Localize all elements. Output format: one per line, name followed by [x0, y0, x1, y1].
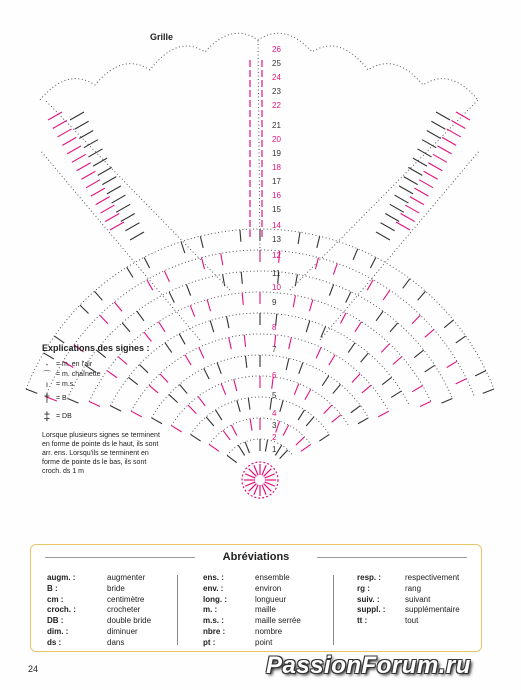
treble-stitch — [265, 440, 267, 452]
abbr-value: supplémentaire — [405, 605, 460, 615]
row-number: 16 — [272, 191, 281, 200]
row-number: 17 — [272, 177, 281, 186]
treble-stitch — [418, 149, 432, 157]
treble-stitch — [428, 163, 442, 171]
abbr-key: long. : — [203, 594, 227, 604]
treble-stitch — [234, 379, 237, 391]
row-number: 22 — [272, 101, 281, 110]
treble-stitch — [229, 337, 232, 349]
treble-stitch — [81, 171, 95, 179]
treble-stitch — [329, 355, 335, 365]
abbr-row — [203, 573, 301, 584]
treble-stitch — [48, 112, 62, 120]
abbr-row — [47, 638, 151, 649]
abbr-row — [203, 605, 301, 616]
abbr-column-1 — [47, 573, 151, 649]
treble-stitch — [88, 149, 102, 157]
abbr-value: bride — [107, 583, 125, 593]
treble-stitch — [58, 129, 72, 137]
treble-stitch — [419, 180, 433, 188]
diagram-title: Grille — [150, 32, 174, 42]
treble-stitch — [286, 358, 289, 370]
treble-stitch — [358, 418, 368, 424]
abbr-value: dans — [107, 637, 125, 647]
treble-stitch — [70, 112, 84, 120]
abbr-key: DB : — [47, 616, 64, 626]
treble-stitch — [376, 311, 383, 321]
treble-stitch — [227, 316, 229, 328]
treble-stitch — [447, 129, 461, 137]
treble-stitch — [317, 236, 320, 248]
treble-stitch — [248, 398, 250, 410]
treble-stitch — [418, 291, 426, 300]
abbr-value: double bride — [107, 616, 152, 626]
row-number: 3 — [272, 421, 277, 430]
abbr-value: maille serrée — [255, 616, 301, 626]
abbr-value: tout — [405, 616, 419, 626]
treble-stitch — [370, 257, 376, 268]
treble-stitch — [456, 336, 466, 343]
treble-stitch — [378, 411, 389, 417]
treble-stitch — [333, 384, 341, 393]
treble-stitch — [206, 417, 214, 426]
treble-stitch — [147, 280, 153, 290]
treble-stitch — [280, 400, 283, 412]
treble-stitch — [289, 337, 292, 349]
treble-stitch — [169, 292, 174, 303]
treble-stitch — [405, 205, 419, 213]
treble-stitch — [144, 332, 151, 341]
abbr-row — [47, 616, 151, 627]
treble-stitch — [100, 205, 114, 213]
treble-stitch — [381, 344, 389, 353]
abbr-key: dim. : — [47, 626, 69, 636]
treble-stitch — [383, 290, 390, 300]
row-number: 2 — [272, 433, 277, 442]
abbr-row — [357, 616, 460, 627]
treble-stitch — [447, 361, 457, 367]
treble-stitch — [315, 258, 318, 270]
chain-loop-icon: ⌒ — [43, 369, 51, 379]
treble-stitch — [137, 311, 144, 321]
treble-stitch — [72, 154, 86, 162]
treble-stitch — [329, 284, 333, 295]
treble-stitch — [431, 121, 445, 129]
treble-stitch — [401, 214, 415, 222]
treble-stitch — [420, 401, 431, 406]
treble-stitch — [414, 350, 423, 357]
symbol-legend — [42, 344, 162, 476]
abbr-value: suivant — [405, 594, 431, 604]
treble-stitch — [181, 242, 185, 253]
treble-stitch — [410, 197, 424, 205]
treble-stitch — [199, 347, 204, 358]
treble-stitch — [362, 385, 371, 393]
row-number: 9 — [272, 298, 277, 307]
treble-stitch — [382, 377, 391, 384]
abbr-key: rg : — [357, 583, 370, 593]
watermark-text: PassionForum.ru — [266, 652, 471, 679]
treble-stitch — [324, 405, 332, 414]
single-crochet-icon: ı — [45, 379, 49, 389]
outer-edge — [40, 33, 478, 100]
legend-text: = DB — [56, 412, 72, 420]
treble-stitch — [346, 292, 351, 303]
treble-stitch — [296, 437, 305, 445]
treble-stitch — [26, 389, 37, 393]
abbr-value: rang — [405, 583, 422, 593]
abbr-value: respectivement — [405, 573, 460, 582]
treble-stitch — [456, 112, 470, 120]
treble-stitch — [159, 322, 165, 332]
treble-stitch — [283, 425, 289, 436]
treble-stitch — [112, 195, 126, 203]
abbr-key: m. : — [203, 605, 218, 615]
treble-stitch — [91, 188, 105, 196]
abbr-row — [203, 627, 301, 638]
treble-stitch — [412, 386, 422, 392]
treble-stitch — [102, 177, 116, 185]
treble-stitch — [105, 214, 119, 222]
abbr-column-2 — [203, 573, 301, 649]
treble-stitch — [321, 326, 326, 337]
abbr-key: suiv. : — [357, 594, 380, 604]
treble-stitch — [116, 204, 130, 212]
treble-stitch — [200, 236, 203, 248]
treble-stitch — [210, 321, 214, 332]
abbr-value: centimètre — [107, 594, 145, 604]
abbr-row — [357, 584, 460, 595]
treble-stitch — [202, 258, 205, 270]
row-number: 4 — [272, 409, 277, 418]
treble-stitch — [348, 343, 355, 353]
treble-stitch — [237, 400, 240, 412]
treble-stitch — [442, 137, 456, 145]
row-number: 24 — [272, 73, 281, 82]
treble-stitch — [306, 417, 314, 426]
treble-stitch — [217, 363, 221, 374]
legend-row-chain — [42, 359, 162, 369]
treble-stitch — [390, 323, 398, 332]
chain-row — [131, 334, 389, 411]
treble-stitch — [424, 171, 438, 179]
abbr-row — [357, 595, 460, 606]
legend-text: = B — [56, 394, 67, 402]
treble-stitch — [121, 214, 135, 222]
treble-stitch — [433, 154, 447, 162]
treble-stitch — [169, 394, 178, 402]
treble-stitch — [361, 353, 369, 362]
treble-stitch — [340, 313, 345, 324]
row-number: 1 — [272, 445, 277, 454]
treble-stitch — [322, 376, 329, 386]
treble-stitch — [298, 410, 304, 420]
treble-stitch — [79, 130, 93, 138]
legend-row-single-crochet — [42, 379, 162, 389]
abbr-key: pt : — [203, 637, 216, 647]
abbr-key: augm. : — [47, 573, 76, 582]
treble-stitch — [422, 140, 436, 148]
legend-text: = m.s. — [56, 380, 76, 388]
treble-stitch — [164, 271, 169, 282]
row-number: 7 — [272, 345, 277, 354]
treble-stitch — [165, 343, 172, 353]
treble-stitch — [241, 272, 242, 284]
abbr-key: resp. : — [357, 573, 382, 582]
treble-stitch — [298, 232, 300, 244]
treble-stitch — [475, 371, 486, 376]
treble-stitch — [385, 214, 399, 222]
treble-stitch — [80, 305, 89, 313]
treble-stitch — [186, 284, 190, 295]
abbr-key: env. : — [203, 583, 224, 593]
abbr-value: point — [255, 637, 273, 647]
treble-stitch — [441, 398, 452, 403]
treble-stitch — [305, 389, 311, 399]
abbreviations-title: Abréviations — [222, 551, 290, 563]
abbr-key: tt : — [357, 616, 368, 626]
treble-stitch — [353, 249, 358, 260]
treble-stitch — [240, 230, 241, 242]
treble-stitch — [404, 177, 418, 185]
abbr-row — [203, 595, 301, 606]
treble-stitch — [125, 223, 139, 231]
legend-note: Lorsque plusieurs signes se terminent en forme de pointe ds le haut, ils sont arr. ens. Lorsqu'ils se terminent en forme de pointe ds le bas, ils sont croch. ds 1 m — [42, 432, 160, 475]
treble-stitch — [414, 188, 428, 196]
abbr-row — [47, 627, 151, 638]
abbr-value: longueur — [255, 594, 287, 604]
abbr-row — [47, 595, 151, 606]
row-number: 15 — [272, 205, 281, 214]
treble-stitch — [77, 163, 91, 171]
treble-stitch — [107, 186, 121, 194]
treble-stitch — [394, 195, 408, 203]
treble-stitch — [221, 384, 225, 395]
row-number: 10 — [272, 283, 281, 292]
treble-stitch — [242, 293, 243, 305]
treble-stitch — [351, 406, 361, 413]
row-number: 25 — [272, 59, 281, 68]
abbr-key: B : — [47, 583, 58, 593]
treble-stitch — [403, 279, 410, 289]
treble-stitch — [96, 197, 110, 205]
row-number: 8 — [272, 323, 277, 332]
legend-row-chain-loop — [42, 369, 162, 379]
divider — [333, 575, 334, 645]
abbr-value: ensemble — [255, 573, 290, 582]
treble-stitch — [376, 232, 390, 240]
treble-stitch — [381, 223, 395, 231]
treble-stitch — [293, 295, 295, 307]
treble-stitch — [319, 434, 329, 441]
treble-stitch — [299, 363, 303, 374]
treble-stitch — [221, 253, 223, 265]
treble-stitch — [391, 391, 401, 397]
treble-stitch — [355, 322, 361, 332]
row-number: 12 — [272, 251, 281, 260]
row-number: 19 — [272, 149, 281, 158]
treble-stitch — [483, 389, 494, 393]
abbr-value: crocheter — [107, 605, 141, 615]
treble-stitch — [171, 426, 181, 432]
abbreviations-box — [30, 544, 482, 652]
treble-stitch — [352, 374, 360, 383]
legend-text: = m. en l'air — [56, 360, 93, 368]
row-number: 5 — [272, 391, 277, 400]
abbr-value: augmenter — [107, 573, 146, 582]
treble-stitch — [54, 336, 64, 343]
treble-stitch — [444, 320, 453, 328]
abbr-row — [357, 573, 460, 584]
abbr-row — [203, 584, 301, 595]
abbr-row — [357, 605, 460, 616]
row-number: 18 — [272, 163, 281, 172]
treble-stitch — [332, 415, 341, 423]
treble-stitch — [238, 445, 244, 455]
treble-stitch — [100, 315, 108, 324]
abbr-row — [203, 638, 301, 649]
treble-stitch — [209, 444, 219, 451]
treble-stitch — [227, 455, 237, 462]
legend-text: = m. chaînette — [56, 370, 101, 378]
treble-stitch — [179, 384, 187, 393]
treble-stitch — [425, 329, 434, 337]
row-number: 11 — [272, 269, 281, 278]
treble-stitch — [333, 263, 337, 274]
treble-stitch — [122, 323, 130, 332]
treble-stitch — [127, 267, 133, 277]
abbr-value: diminuer — [107, 626, 138, 636]
treble-stitch — [207, 300, 210, 312]
abbr-row — [47, 584, 151, 595]
treble-stitch — [309, 300, 312, 312]
treble-stitch — [188, 405, 196, 414]
treble-stitch — [53, 120, 67, 128]
legend-row-double-treble — [42, 407, 162, 425]
treble-stitch — [367, 280, 373, 290]
treble-stitch — [250, 419, 252, 431]
row-number: 20 — [272, 135, 281, 144]
page-number: 24 — [28, 664, 39, 674]
treble-stitch — [306, 321, 310, 332]
row-number: 6 — [272, 371, 277, 380]
treble-stitch — [86, 180, 100, 188]
treble-stitch — [436, 112, 450, 120]
treble-stitch — [191, 434, 201, 441]
treble-stitch — [216, 410, 222, 420]
row-number: 26 — [272, 45, 281, 54]
abbr-key: croch. : — [47, 605, 76, 615]
abbr-value: environ — [255, 583, 282, 593]
grid-spoke — [40, 150, 200, 340]
treble-stitch — [110, 222, 124, 230]
double-treble-icon: ‡ — [43, 408, 51, 423]
treble-stitch — [393, 357, 402, 365]
treble-stitch — [94, 291, 102, 300]
treble-stitch — [245, 442, 249, 453]
abbr-key: ds : — [47, 637, 62, 647]
abbr-row — [47, 605, 151, 616]
treble-stitch — [98, 167, 112, 175]
treble-stitch — [245, 356, 246, 368]
treble-stitch — [75, 121, 89, 129]
treble-icon: † — [43, 390, 51, 405]
treble-stitch — [456, 379, 467, 384]
abbr-key: nbre : — [203, 626, 226, 636]
abbr-row — [203, 616, 301, 627]
divider — [177, 575, 178, 645]
abbr-key: cm : — [47, 594, 64, 604]
treble-stitch — [413, 158, 427, 166]
row-number: 14 — [272, 221, 281, 230]
abbr-value: nombre — [255, 626, 283, 636]
abbr-column-3 — [357, 573, 460, 627]
treble-stitch — [198, 396, 205, 406]
treble-stitch — [451, 120, 465, 128]
treble-stitch — [396, 222, 410, 230]
treble-stitch — [223, 430, 230, 440]
grid-spoke — [258, 40, 260, 255]
treble-stitch — [427, 130, 441, 138]
treble-stitch — [62, 137, 76, 145]
abbr-value: maille — [255, 605, 276, 615]
row-number: 21 — [272, 121, 281, 130]
treble-stitch — [179, 334, 185, 345]
treble-stitch — [425, 365, 435, 372]
treble-stitch — [301, 444, 311, 451]
treble-stitch — [130, 232, 144, 240]
treble-stitch — [280, 450, 288, 459]
abbr-key: m.s. : — [203, 616, 224, 626]
row-number: 23 — [272, 87, 281, 96]
abbr-key: ens. : — [203, 573, 224, 582]
abbr-key: suppl. : — [357, 605, 386, 615]
treble-stitch — [390, 204, 404, 212]
legend-row-treble — [42, 389, 162, 407]
legend-title: Explications des signes : — [42, 343, 150, 353]
chain-stitch-icon: - — [45, 359, 49, 369]
treble-stitch — [244, 335, 245, 347]
row-number: 13 — [272, 235, 281, 244]
treble-stitch — [190, 305, 194, 316]
treble-stitch — [399, 186, 413, 194]
treble-stitch — [231, 425, 237, 436]
treble-stitch — [67, 146, 81, 154]
treble-stitch — [316, 347, 321, 358]
treble-stitch — [294, 384, 298, 395]
treble-stitch — [408, 167, 422, 175]
treble-stitch — [438, 146, 452, 154]
treble-stitch — [204, 368, 209, 379]
abbr-row — [47, 573, 151, 584]
treble-stitch — [412, 315, 420, 324]
treble-stitch — [114, 302, 122, 311]
treble-stitch — [185, 355, 191, 365]
treble-stitch — [144, 257, 150, 268]
